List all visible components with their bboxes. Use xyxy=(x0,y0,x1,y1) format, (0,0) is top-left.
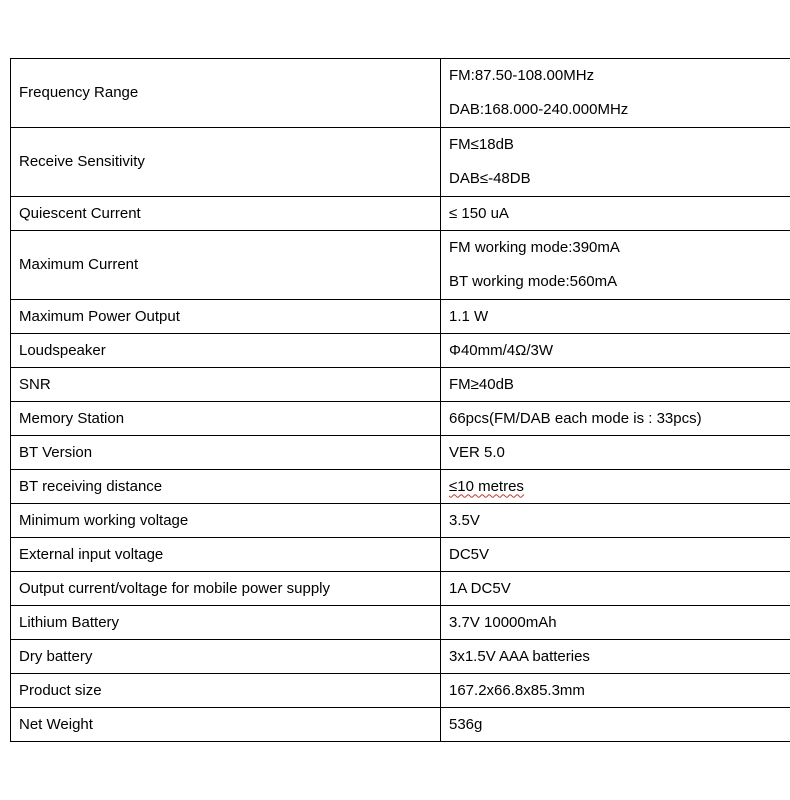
row-value: FM:87.50-108.00MHz xyxy=(449,67,595,84)
spec-table xyxy=(10,58,790,742)
row-label: Net Weight xyxy=(11,708,441,742)
row-value: 1A DC5V xyxy=(441,572,790,606)
row-label: SNR xyxy=(11,368,441,402)
row-value: 536g xyxy=(441,708,790,742)
table-row xyxy=(11,708,790,742)
row-label: Minimum working voltage xyxy=(11,504,441,538)
table-row xyxy=(11,59,790,128)
row-value: 3.5V xyxy=(441,504,790,538)
table-row xyxy=(11,402,790,436)
row-label: Lithium Battery xyxy=(11,606,441,640)
row-label: Loudspeaker xyxy=(11,334,441,368)
row-value-text: ≤10 metres xyxy=(449,477,524,495)
row-value-cell xyxy=(441,59,790,128)
row-value: 3x1.5V AAA batteries xyxy=(441,640,790,674)
table-row xyxy=(11,334,790,368)
row-value: FM≥40dB xyxy=(441,368,790,402)
row-label: BT Version xyxy=(11,436,441,470)
row-label: Product size xyxy=(11,674,441,708)
table-row xyxy=(11,197,790,231)
row-value xyxy=(441,197,790,231)
table-row xyxy=(11,368,790,402)
row-value: 167.2x66.8x85.3mm xyxy=(441,674,790,708)
row-value: Φ40mm/4Ω/3W xyxy=(441,334,790,368)
row-value: 3.7V 10000mAh xyxy=(441,606,790,640)
row-label: Quiescent Current xyxy=(11,197,441,231)
row-label: Maximum Power Output xyxy=(11,300,441,334)
row-label: Output current/voltage for mobile power supply xyxy=(11,572,441,606)
row-value: VER 5.0 xyxy=(441,436,790,470)
row-label: Frequency Range xyxy=(11,59,441,128)
table-row xyxy=(11,300,790,334)
row-value-text: ≤ 150 uA xyxy=(449,204,509,222)
row-value-cell xyxy=(441,231,790,300)
row-value: 66pcs(FM/DAB each mode is : 33pcs) xyxy=(441,402,790,436)
row-value: FM≤18dB xyxy=(449,136,514,153)
row-value: FM working mode:390mA xyxy=(449,239,620,256)
row-label: Receive Sensitivity xyxy=(11,128,441,197)
table-row xyxy=(11,436,790,470)
table-row xyxy=(11,128,790,197)
table-row xyxy=(11,572,790,606)
row-value: DAB:168.000-240.000MHz xyxy=(449,101,629,118)
row-label: Dry battery xyxy=(11,640,441,674)
table-row xyxy=(11,606,790,640)
table-row xyxy=(11,640,790,674)
table-row xyxy=(11,231,790,300)
table-row xyxy=(11,674,790,708)
table-row xyxy=(11,504,790,538)
row-value: DC5V xyxy=(441,538,790,572)
row-value: 1.1 W xyxy=(441,300,790,334)
row-value: BT working mode:560mA xyxy=(449,273,618,290)
row-value xyxy=(441,470,790,504)
table-row xyxy=(11,538,790,572)
row-value-cell xyxy=(441,128,790,197)
row-label: Memory Station xyxy=(11,402,441,436)
row-label: External input voltage xyxy=(11,538,441,572)
table-row xyxy=(11,470,790,504)
row-label: BT receiving distance xyxy=(11,470,441,504)
row-value: DAB≤-48DB xyxy=(449,170,531,187)
row-label: Maximum Current xyxy=(11,231,441,300)
